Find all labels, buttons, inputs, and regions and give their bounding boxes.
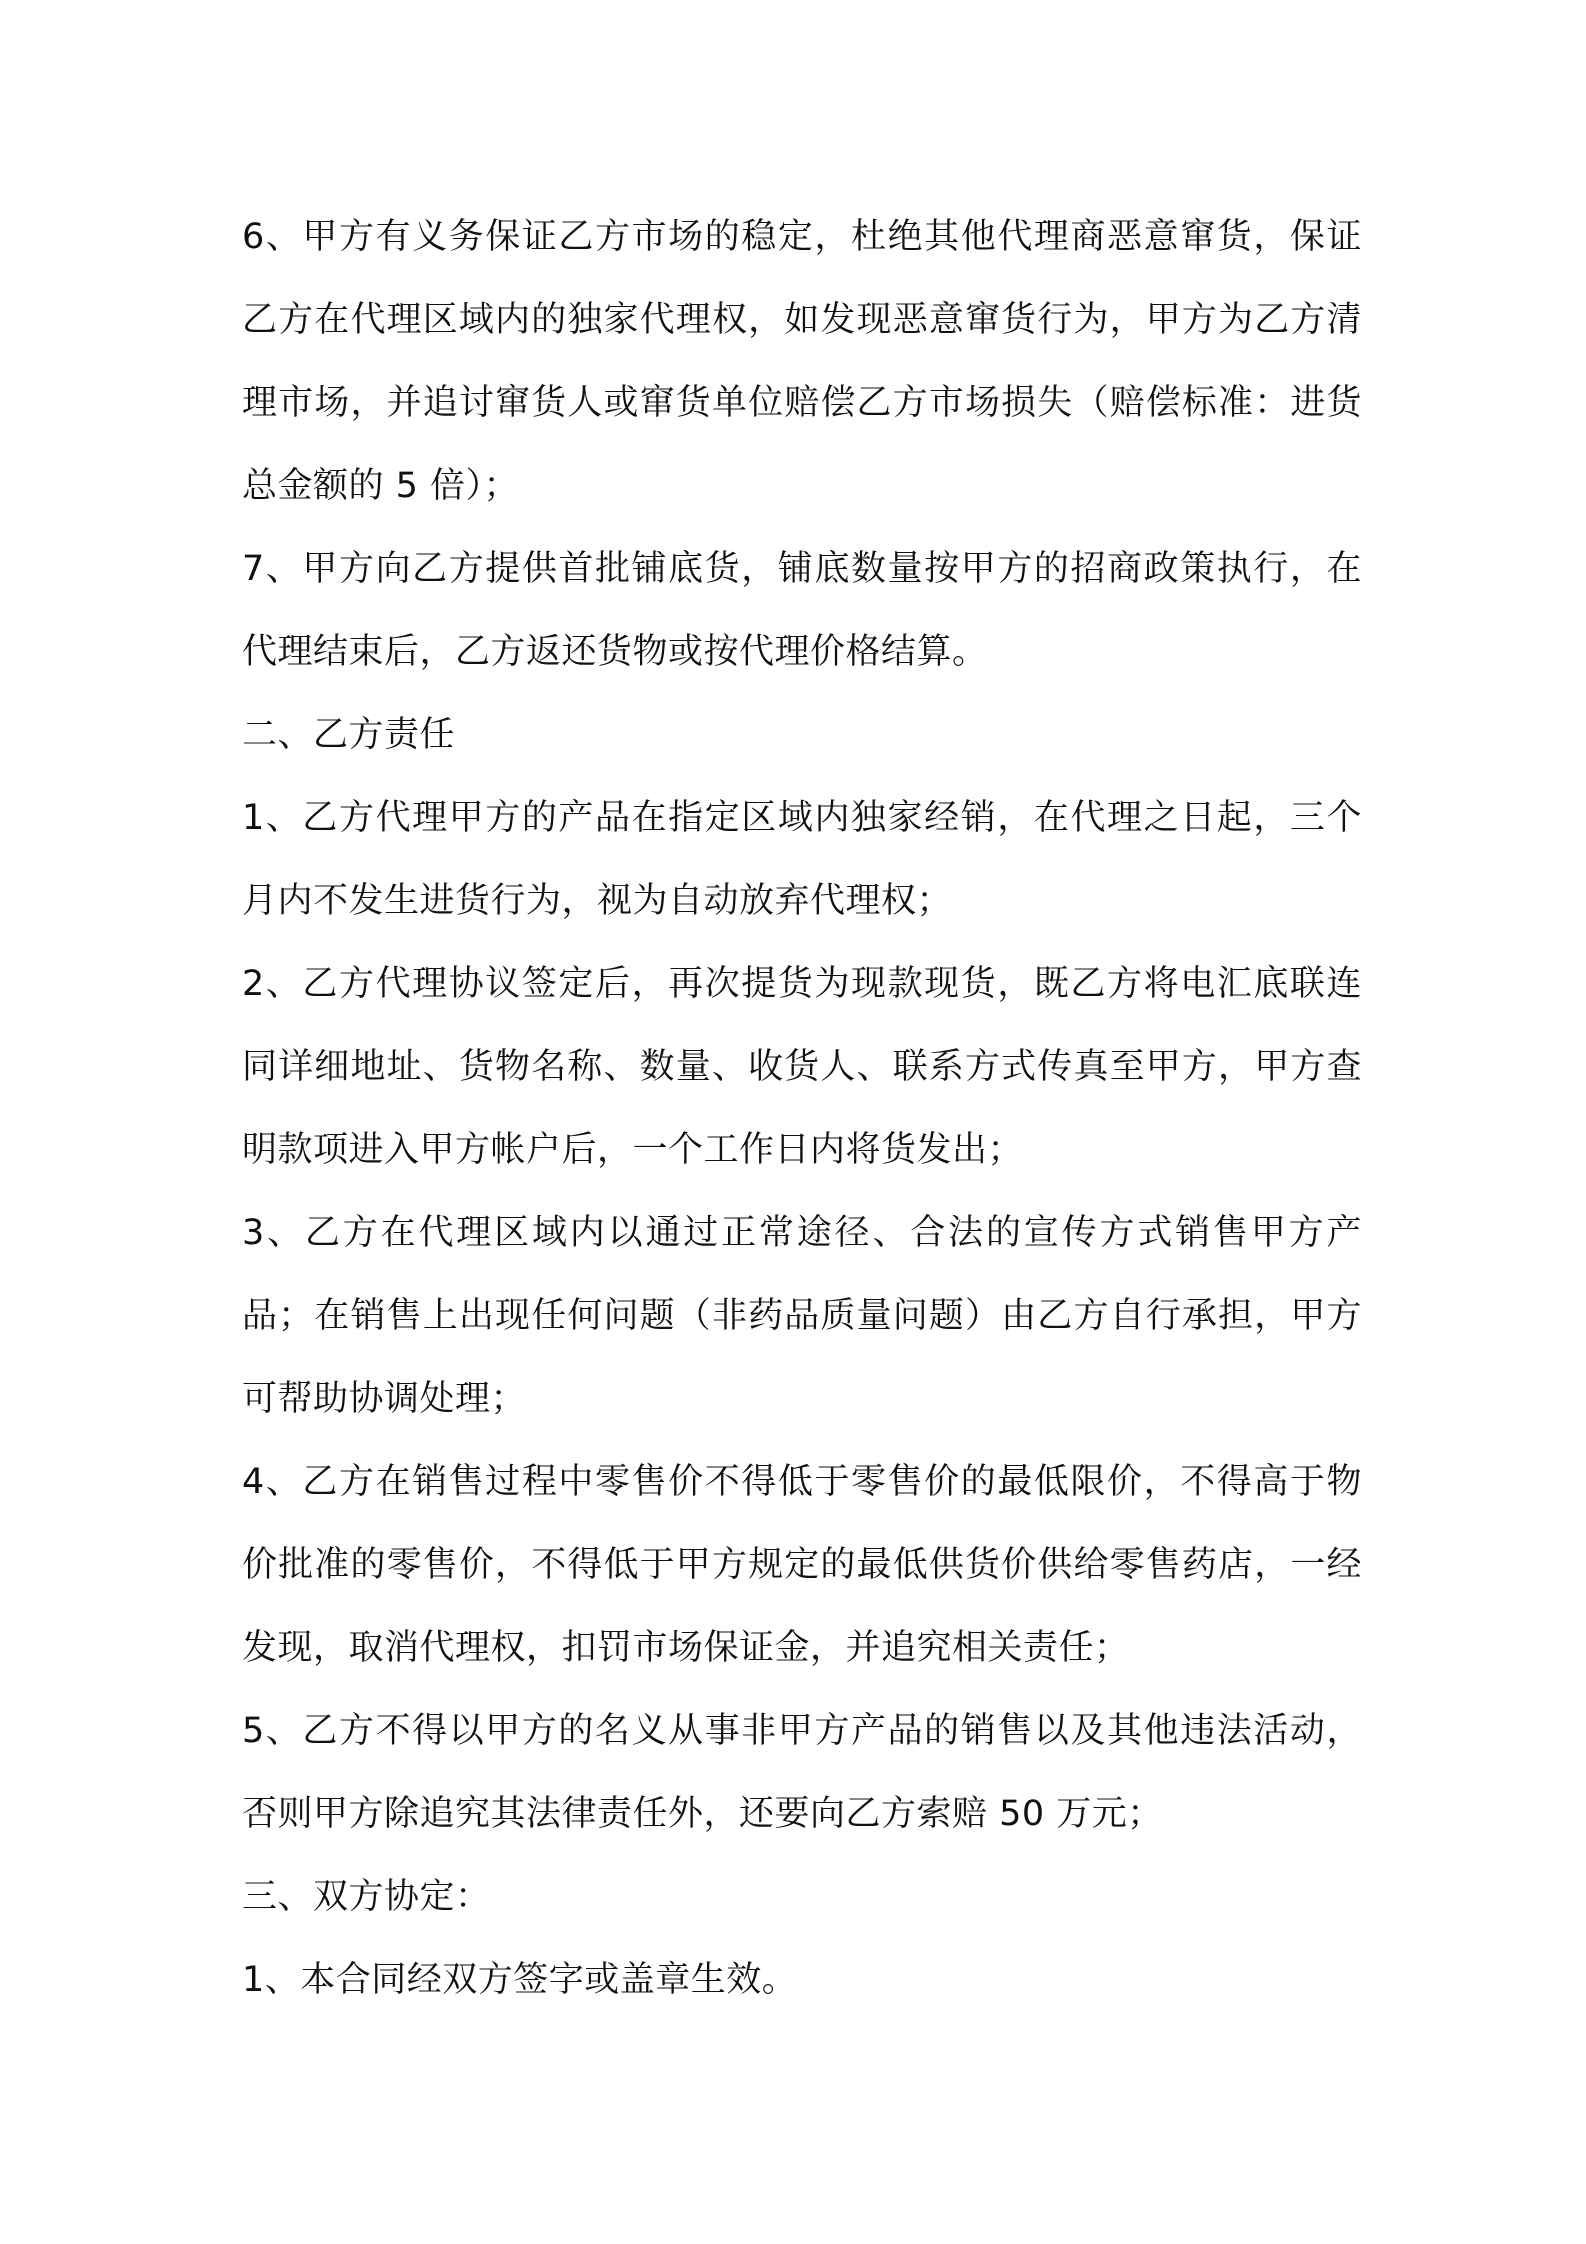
party-b-clause-2-paragraph: 2、乙方代理协议签定后，再次提货为现款现货，既乙方将电汇底联连同详细地址、货物名称、数量、收货人、联系方式传真至甲方，甲方查明款项进入甲方帐户后，一个工作日内将货发出； bbox=[242, 964, 1362, 1170]
party-b-clause-3-paragraph: 3、乙方在代理区域内以通过正常途径、合法的宣传方式销售甲方产品；在销售上出现任何问题（非药品质量问题）由乙方自行承担，甲方可帮助协调处理； bbox=[242, 1213, 1362, 1419]
section-heading-party-b-responsibility: 二、乙方责任 bbox=[242, 715, 456, 755]
clause-6-paragraph: 6、甲方有义务保证乙方市场的稳定，杜绝其他代理商恶意窜货，保证乙方在代理区域内的独家代理权，如发现恶意窜货行为，甲方为乙方清理市场，并追讨窜货人或窜货单位赔偿乙方市场损失（赔偿标准：进货总金额的 5 倍）； bbox=[242, 217, 1362, 506]
clause-7-paragraph: 7、甲方向乙方提供首批铺底货，铺底数量按甲方的招商政策执行，在代理结束后，乙方返还货物或按代理价格结算。 bbox=[242, 549, 1362, 672]
mutual-clause-1-paragraph: 1、本合同经双方签字或盖章生效。 bbox=[242, 1960, 798, 2000]
party-b-clause-1-paragraph: 1、乙方代理甲方的产品在指定区域内独家经销，在代理之日起，三个月内不发生进货行为，视为自动放弃代理权； bbox=[242, 798, 1362, 921]
party-b-clause-5-paragraph: 5、乙方不得以甲方的名义从事非甲方产品的销售以及其他违法活动，否则甲方除追究其法律责任外，还要向乙方索赔 50 万元； bbox=[242, 1711, 1362, 1834]
section-heading-mutual-agreement: 三、双方协定： bbox=[242, 1877, 491, 1917]
document-body bbox=[242, 196, 1362, 2022]
party-b-clause-4-paragraph: 4、乙方在销售过程中零售价不得低于零售价的最低限价，不得高于物价批准的零售价，不得低于甲方规定的最低供货价供给零售药店，一经发现，取消代理权，扣罚市场保证金，并追究相关责任； bbox=[242, 1462, 1362, 1668]
